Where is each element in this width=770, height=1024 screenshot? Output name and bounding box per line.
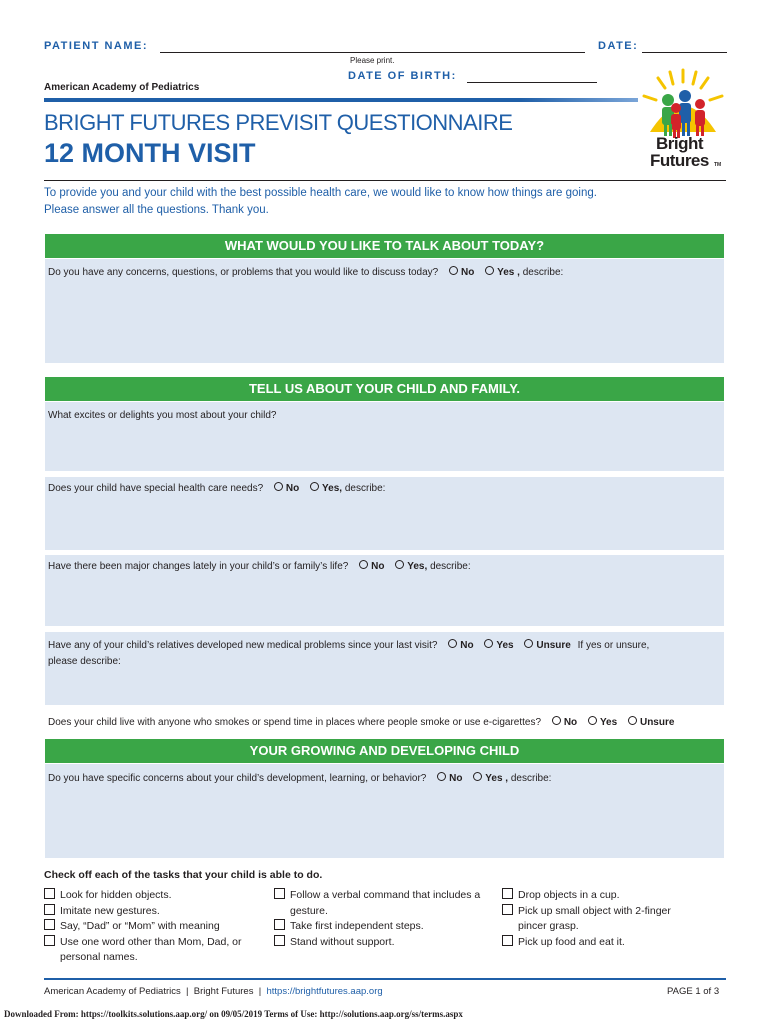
checkbox[interactable] (44, 904, 55, 915)
question-development: Do you have specific concerns about your child’s development, learning, or behavior? No Yes , describe: (48, 773, 552, 784)
checkbox[interactable] (502, 935, 513, 946)
radio-smoke-unsure[interactable] (628, 716, 637, 725)
question-concerns: Do you have any concerns, questions, or problems that you would like to discuss today? No Yes , describe: (48, 267, 564, 278)
org-name: American Academy of Pediatrics (44, 82, 200, 93)
sun-figures-icon (638, 66, 728, 144)
task-item[interactable]: Use one word other than Mom, Dad, or personal names. (44, 935, 270, 966)
dob-label: DATE OF BIRTH: (348, 70, 457, 82)
task-item[interactable]: Drop objects in a cup. (502, 888, 702, 904)
intro-line-1: To provide you and your child with the best possible health care, we would like to know how things are going. (44, 187, 597, 199)
radio-concerns-yes[interactable] (485, 266, 494, 275)
section-heading-talk: WHAT WOULD YOU LIKE TO TALK ABOUT TODAY? (45, 234, 724, 258)
question-relatives: Have any of your child’s relatives developed new medical problems since your last visit? No Yes Unsure If yes or unsure, please describe: (48, 640, 650, 667)
radio-development-yes[interactable] (473, 772, 482, 781)
date-field[interactable] (642, 40, 727, 53)
intro-line-2: Please answer all the questions. Thank you. (44, 204, 269, 216)
task-item[interactable]: Look for hidden objects. (44, 888, 269, 904)
visit-title: 12 MONTH VISIT (44, 138, 256, 168)
page-number: PAGE 1 of 3 (667, 986, 720, 997)
footer-org: American Academy of Pediatrics | Bright Futures | https://brightfutures.aap.org (44, 986, 383, 997)
checkbox[interactable] (44, 919, 55, 930)
radio-concerns-no[interactable] (449, 266, 458, 275)
checkbox[interactable] (44, 935, 55, 946)
patient-name-label: PATIENT NAME: (44, 40, 149, 52)
radio-development-no[interactable] (437, 772, 446, 781)
task-item[interactable]: Follow a verbal command that includes a gesture. (274, 888, 494, 919)
checkbox[interactable] (274, 888, 285, 899)
footer-rule (44, 978, 726, 980)
radio-special-needs-yes[interactable] (310, 482, 319, 491)
tasks-column-2 (274, 888, 494, 950)
radio-relatives-unsure[interactable] (524, 639, 533, 648)
radio-special-needs-no[interactable] (274, 482, 283, 491)
task-item[interactable]: Imitate new gestures. (44, 904, 269, 920)
radio-major-changes-no[interactable] (359, 560, 368, 569)
task-item[interactable]: Pick up small object with 2-finger pincer grasp. (502, 904, 698, 935)
logo-text-futures: Futures (650, 151, 709, 170)
radio-relatives-no[interactable] (448, 639, 457, 648)
task-item[interactable]: Take first independent steps. (274, 919, 494, 935)
logo-tm: TM (714, 162, 722, 168)
checkbox[interactable] (274, 935, 285, 946)
radio-relatives-yes[interactable] (484, 639, 493, 648)
page-title: BRIGHT FUTURES PREVISIT QUESTIONNAIRE (44, 110, 513, 135)
task-item[interactable]: Pick up food and eat it. (502, 935, 702, 951)
radio-major-changes-yes[interactable] (395, 560, 404, 569)
question-delights: What excites or delights you most about your child? (48, 410, 277, 421)
footer-link[interactable]: https://brightfutures.aap.org (266, 986, 383, 997)
bright-futures-logo (638, 66, 728, 170)
download-notice: Downloaded From: https://toolkits.solutions.aap.org/ on 09/05/2019 Terms of Use: http://solutions.aap.org/ss/terms.aspx (4, 1009, 463, 1019)
tasks-column-3 (502, 888, 702, 950)
section-heading-family: TELL US ABOUT YOUR CHILD AND FAMILY. (45, 377, 724, 401)
radio-smoke-no[interactable] (552, 716, 561, 725)
section-heading-growing: YOUR GROWING AND DEVELOPING CHILD (45, 739, 724, 763)
header-rule (44, 98, 638, 102)
tasks-column-1 (44, 888, 269, 966)
patient-name-field[interactable] (160, 40, 585, 53)
checkbox[interactable] (44, 888, 55, 899)
checkbox[interactable] (502, 888, 513, 899)
radio-smoke-yes[interactable] (588, 716, 597, 725)
question-special-needs: Does your child have special health care needs? No Yes, describe: (48, 483, 386, 494)
question-smoke: Does your child live with anyone who smokes or spend time in places where people smoke or use e-cigarettes? No Yes Unsure (48, 717, 675, 728)
checkbox[interactable] (274, 919, 285, 930)
question-major-changes: Have there been major changes lately in your child’s or family’s life? No Yes, describe: (48, 561, 471, 572)
date-label: DATE: (598, 40, 639, 52)
task-item[interactable]: Stand without support. (274, 935, 494, 951)
intro-rule (44, 180, 726, 181)
checkbox[interactable] (502, 904, 513, 915)
please-print-note: Please print. (350, 56, 395, 65)
logo-text-bright: Bright (656, 134, 704, 153)
task-item[interactable]: Say, “Dad” or “Mom” with meaning (44, 919, 269, 935)
dob-field[interactable] (467, 70, 597, 83)
tasks-heading: Check off each of the tasks that your child is able to do. (44, 869, 323, 881)
